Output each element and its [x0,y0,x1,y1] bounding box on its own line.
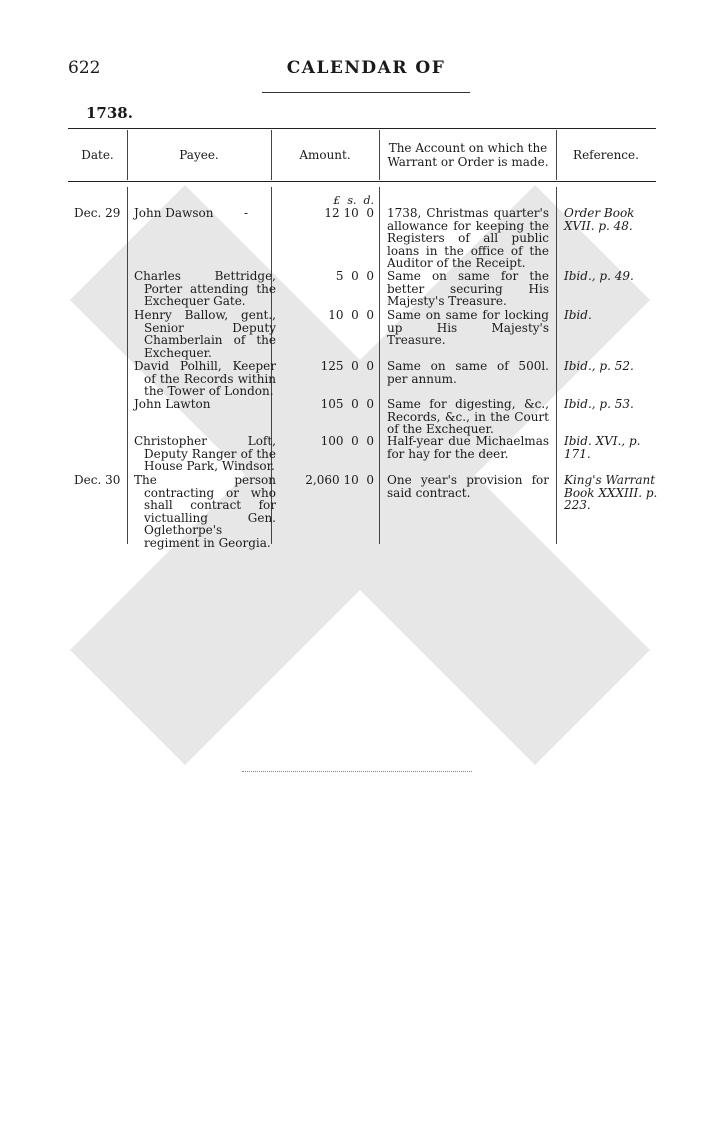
column-divider [379,187,380,544]
row-payee: David Polhill, Keeper of the Records within the Tower of London. [134,359,276,398]
row-payee: The person contracting or who shall contract for victualling Gen. Oglethorpe's regiment in Georgia. [134,473,276,550]
row-amount: 12 10 0 [324,206,374,220]
year-heading: 1738. [86,104,133,122]
row-account: 1738, Christmas quarter's allowance for keeping the Registers of all public loans in the office of the Auditor of the Receipt. [387,206,549,270]
row-payee: John Lawton [134,397,211,411]
row-reference: Ibid., p. 53. [564,397,634,411]
page-footer-rule [242,771,472,772]
row-payee: Charles Bettridge, Porter attending the Exchequer Gate. [134,269,276,308]
row-reference: King's Warrant Book XXXIII. p. 223. [564,473,658,512]
row-amount: 100 0 0 [320,434,374,448]
row-account: Same on same for locking up His Majesty's Treasure. [387,308,549,347]
running-title: CALENDAR OF [286,58,446,78]
row-amount: 105 0 0 [320,397,374,411]
header-account: The Account on which the Warrant or Order is made. [387,141,549,169]
header-reference: Reference. [573,148,639,162]
row-reference: Order Book XVII. p. 48. [564,206,635,233]
title-rule [262,92,470,93]
header-date: Date. [81,148,114,162]
row-amount: 10 0 0 [328,308,374,322]
header-amount: Amount. [299,148,351,162]
row-date: Dec. 29 [74,206,121,220]
column-divider [556,187,557,544]
row-date: Dec. 30 [74,473,121,487]
row-amount: 5 0 0 [335,269,374,283]
row-amount: 125 0 0 [320,359,374,373]
row-payee: Henry Ballow, gent., Senior Deputy Chamberlain of the Exchequer. [134,308,276,360]
header-payee: Payee. [179,148,219,162]
amount-units: £ s. d. [333,194,374,207]
table-top-rule [68,128,656,129]
row-reference: Ibid., p. 49. [564,269,634,283]
row-reference: Ibid. [564,308,592,322]
table-header-rule [68,181,656,182]
row-payee: John Dawson - [134,206,249,220]
row-amount: 2,060 10 0 [305,473,374,487]
row-payee: Christopher Loft, Deputy Ranger of the House Park, Windsor. [134,434,276,473]
row-account: Same on same for the better securing His Majesty's Treasure. [387,269,549,308]
column-divider [127,187,128,544]
row-account: One year's provision for said contract. [387,473,549,500]
column-divider [379,130,380,180]
row-account: Same for digesting, &c., Records, &c., in the Court of the Exchequer. [387,397,549,436]
row-reference: Ibid., p. 52. [564,359,634,373]
row-account: Half-year due Michaelmas for hay for the deer. [387,434,549,461]
row-reference: Ibid. XVI., p. 171. [564,434,641,461]
page-number: 622 [68,58,101,78]
row-account: Same on same of 500l. per annum. [387,359,549,386]
